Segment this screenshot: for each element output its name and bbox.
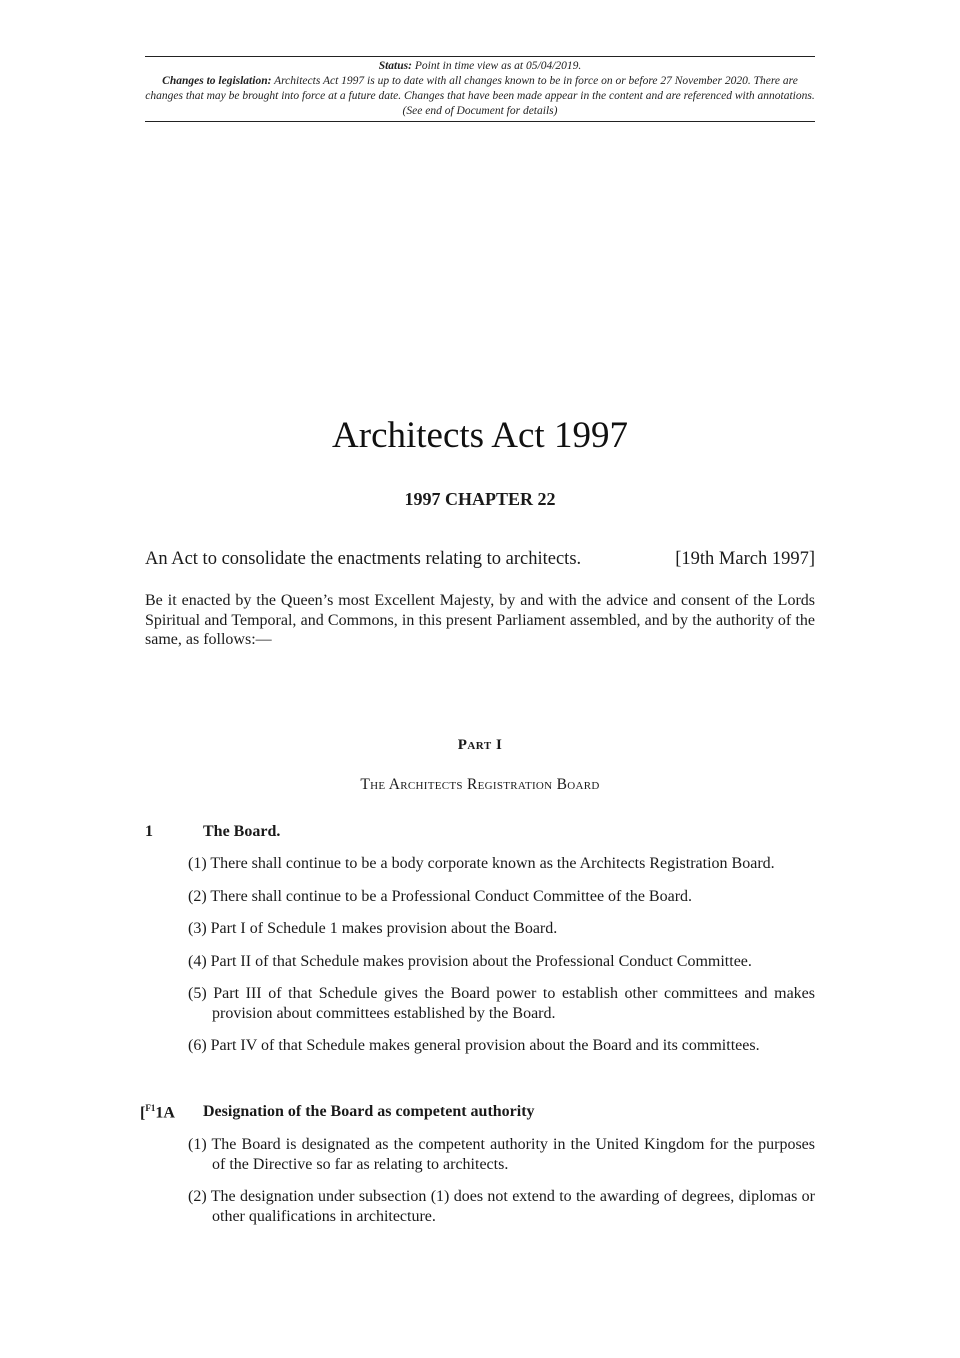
royal-assent-date: [19th March 1997] [675, 549, 815, 569]
act-title: Architects Act 1997 [332, 415, 628, 456]
subsection: (3) Part I of Schedule 1 makes provision about the Board. [188, 920, 558, 937]
section-number-group [140, 1103, 203, 1122]
section-heading [140, 1103, 815, 1122]
section-1 [145, 823, 815, 1056]
section-number: 1 [145, 823, 153, 840]
long-title-row [145, 549, 815, 570]
subsection: (2) There shall continue to be a Professional Conduct Committee of the Board. [188, 887, 693, 905]
section-heading [145, 823, 815, 841]
part-title: The Architects Registration Board [360, 776, 600, 793]
status-line [145, 59, 815, 74]
annotation-ref[interactable]: F1 [145, 1103, 156, 1113]
subsection: (1) The Board is designated as the competent authority in the United Kingdom for the purposes of the Directive so far as relating to architects. [188, 1136, 815, 1173]
status-text: Point in time view as at 05/04/2019. [414, 60, 582, 72]
status-banner [145, 56, 815, 122]
section-title: The Board. [203, 823, 281, 840]
subsection: (5) Part III of that Schedule gives the Board power to establish other committees and makes provision about committees established by the Board. [188, 985, 815, 1022]
amendment-bracket: [ [140, 1104, 146, 1122]
changes-label: Changes to legislation: [162, 75, 272, 87]
part-number: Part I [457, 737, 503, 753]
section-title: Designation of the Board as competent authority [203, 1103, 535, 1120]
changes-text: Architects Act 1997 is up to date with all changes known to be in force on or before 27 November 2020. There are changes that may be brought into force at a future date. Changes that have been made appear in the content and are referenced with annotations. (See end of Document for details) [145, 75, 815, 117]
section-number: 1A [155, 1104, 175, 1122]
subsection: (6) Part IV of that Schedule makes general provision about the Board and its committees. [188, 1037, 760, 1054]
subsection: (2) The designation under subsection (1) does not extend to the awarding of degrees, diplomas or other qualifications in architecture. [188, 1188, 815, 1225]
subsection: (1) There shall continue to be a body corporate known as the Architects Registration Board. [188, 855, 775, 872]
subsection: (4) Part II of that Schedule makes provision about the Professional Conduct Committee. [188, 952, 752, 970]
chapter-heading: 1997 CHAPTER 22 [404, 489, 556, 509]
status-label: Status: [378, 60, 412, 72]
changes-line [145, 74, 815, 119]
section-1a [140, 1103, 815, 1226]
long-title: An Act to consolidate the enactments relating to architects. [145, 549, 582, 569]
enacting-formula: Be it enacted by the Queen’s most Excellent Majesty, by and with the advice and consent of the Lords Spiritual and Temporal, and Commons, in this present Parliament assembled, and by the authority of the same, as follows:— [145, 592, 815, 648]
